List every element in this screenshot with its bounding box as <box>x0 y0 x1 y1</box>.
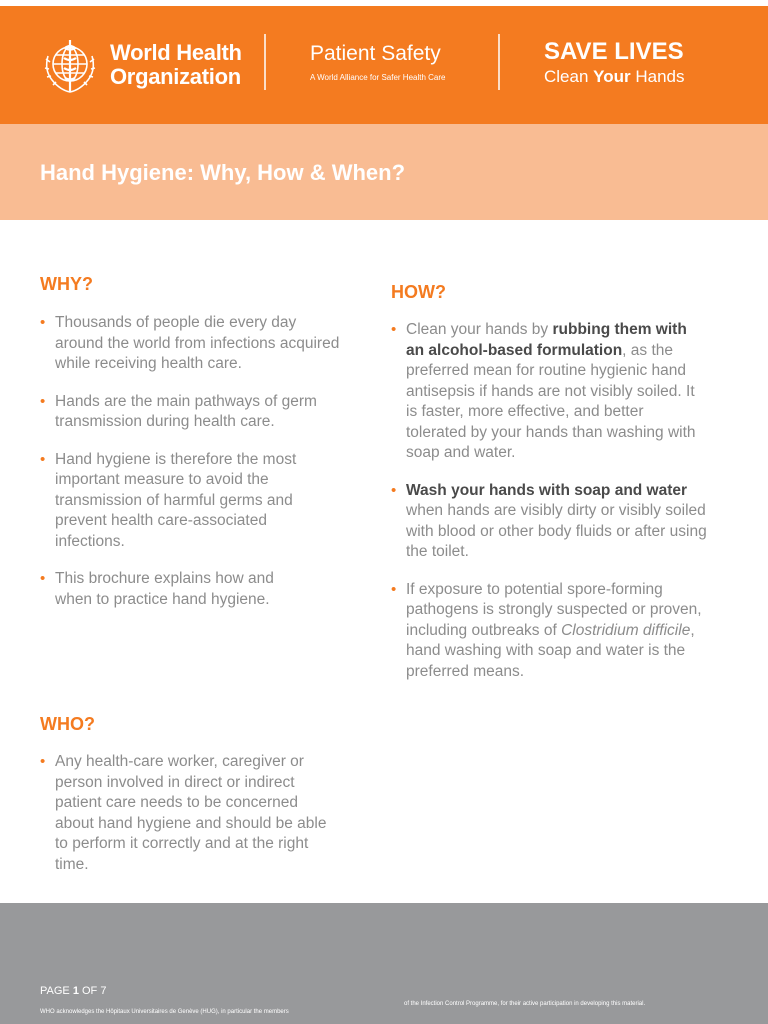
bullet-icon: • <box>391 580 397 598</box>
list-item-text: Thousands of people die every day around the world from infections acquired while receiving health care. <box>55 314 340 372</box>
list-item-emphasis: rubbing them with an alcohol-based formulation <box>406 321 687 359</box>
header-banner <box>0 6 768 124</box>
list-item <box>391 481 713 563</box>
page-number-prefix: PAGE <box>40 985 73 997</box>
why-heading: WHY? <box>40 274 93 294</box>
organization-name-line2: Organization <box>110 64 241 89</box>
list-item-text: Hand hygiene is therefore the most important measure to avoid the transmission of harmful germs and prevent health care-associated infections. <box>55 450 297 550</box>
list-item-text: This brochure explains how and when to practice hand hygiene. <box>55 570 274 608</box>
how-list <box>391 320 713 682</box>
list-item <box>40 313 340 375</box>
campaign-subtitle-part: Hands <box>630 67 685 86</box>
organization-name <box>110 41 242 89</box>
organization-name-line1: World Health <box>110 40 242 65</box>
page-number <box>40 985 106 998</box>
who-list <box>40 752 340 875</box>
acknowledgement-left: WHO acknowledges the Hôpitaux Universitaires de Genève (HUG), in particular the members <box>40 1009 289 1015</box>
acknowledgement-right: of the Infection Control Programme, for their active participation in developing this material. <box>404 1001 646 1007</box>
header-divider <box>264 34 266 90</box>
list-item-text: , hand washing with soap and water is the preferred means. <box>406 621 695 680</box>
bullet-icon: • <box>391 481 397 499</box>
page-title-rest: Why, How & When? <box>194 160 406 185</box>
list-item-text: Any health-care worker, caregiver or person involved in direct or indirect patient care needs to be concerned about hand hygiene and should be able to perform it correctly and at the right time. <box>55 753 327 873</box>
list-item <box>40 569 340 610</box>
campaign-subtitle-part: Clean <box>544 67 594 86</box>
bullet-icon: • <box>40 450 46 468</box>
list-item-text: , as the preferred mean for routine hygienic hand antisepsis if hands are not visibly soiled. It is faster, more effective, and better tolerated by your hands than washing with soap and water. <box>406 341 696 461</box>
list-item-text: Clean your hands by <box>406 321 553 338</box>
who-heading: WHO? <box>40 714 95 734</box>
bullet-icon: • <box>40 570 46 587</box>
bullet-icon: • <box>391 321 397 338</box>
campaign-title: SAVE LIVES <box>544 38 684 65</box>
page-title <box>40 160 405 186</box>
bullet-icon: • <box>40 392 46 410</box>
list-item <box>40 752 340 875</box>
page-title-bold: Hand Hygiene: <box>40 160 195 185</box>
page-number-current: 1 <box>72 985 79 997</box>
list-item-italic: Clostridium difficile <box>561 621 691 639</box>
campaign-subtitle <box>544 67 684 87</box>
list-item <box>40 450 340 553</box>
header-divider <box>498 34 500 90</box>
patient-safety-subtitle: A World Alliance for Safer Health Care <box>310 73 446 82</box>
list-item <box>391 580 713 683</box>
list-item-text: If exposure to potential spore-forming pathogens is strongly suspected or proven, including outbreaks of <box>406 580 702 639</box>
list-item-text: when hands are visibly dirty or visibly soiled with blood or other body fluids or after using the toilet. <box>406 502 707 560</box>
list-item <box>40 392 340 433</box>
list-item-text: Hands are the main pathways of germ transmission during health care. <box>55 392 317 430</box>
list-item-emphasis: Wash your hands with soap and water <box>406 481 688 499</box>
who-emblem-icon <box>38 34 102 98</box>
page-number-suffix: OF 7 <box>78 985 107 997</box>
footer <box>0 903 768 1024</box>
campaign-subtitle-emphasis: Your <box>593 67 631 86</box>
how-heading: HOW? <box>391 282 446 302</box>
bullet-icon: • <box>40 314 46 331</box>
bullet-icon: • <box>40 753 46 770</box>
patient-safety-title: Patient Safety <box>310 42 441 65</box>
list-item <box>391 320 713 464</box>
why-list <box>40 313 340 610</box>
